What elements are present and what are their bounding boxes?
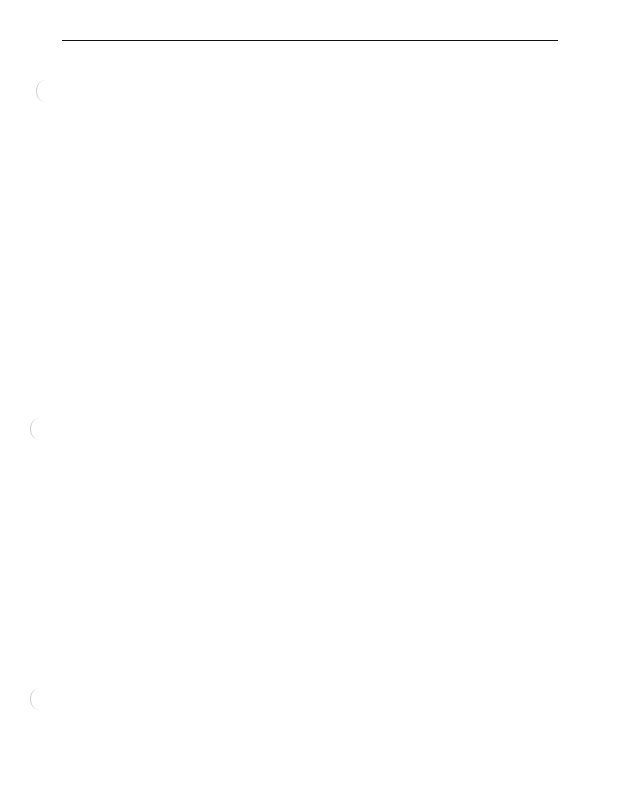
- punch-hole-mark: [30, 688, 49, 710]
- page-header: [62, 40, 558, 41]
- punch-hole-mark: [36, 80, 55, 102]
- punch-hole-mark: [30, 418, 49, 440]
